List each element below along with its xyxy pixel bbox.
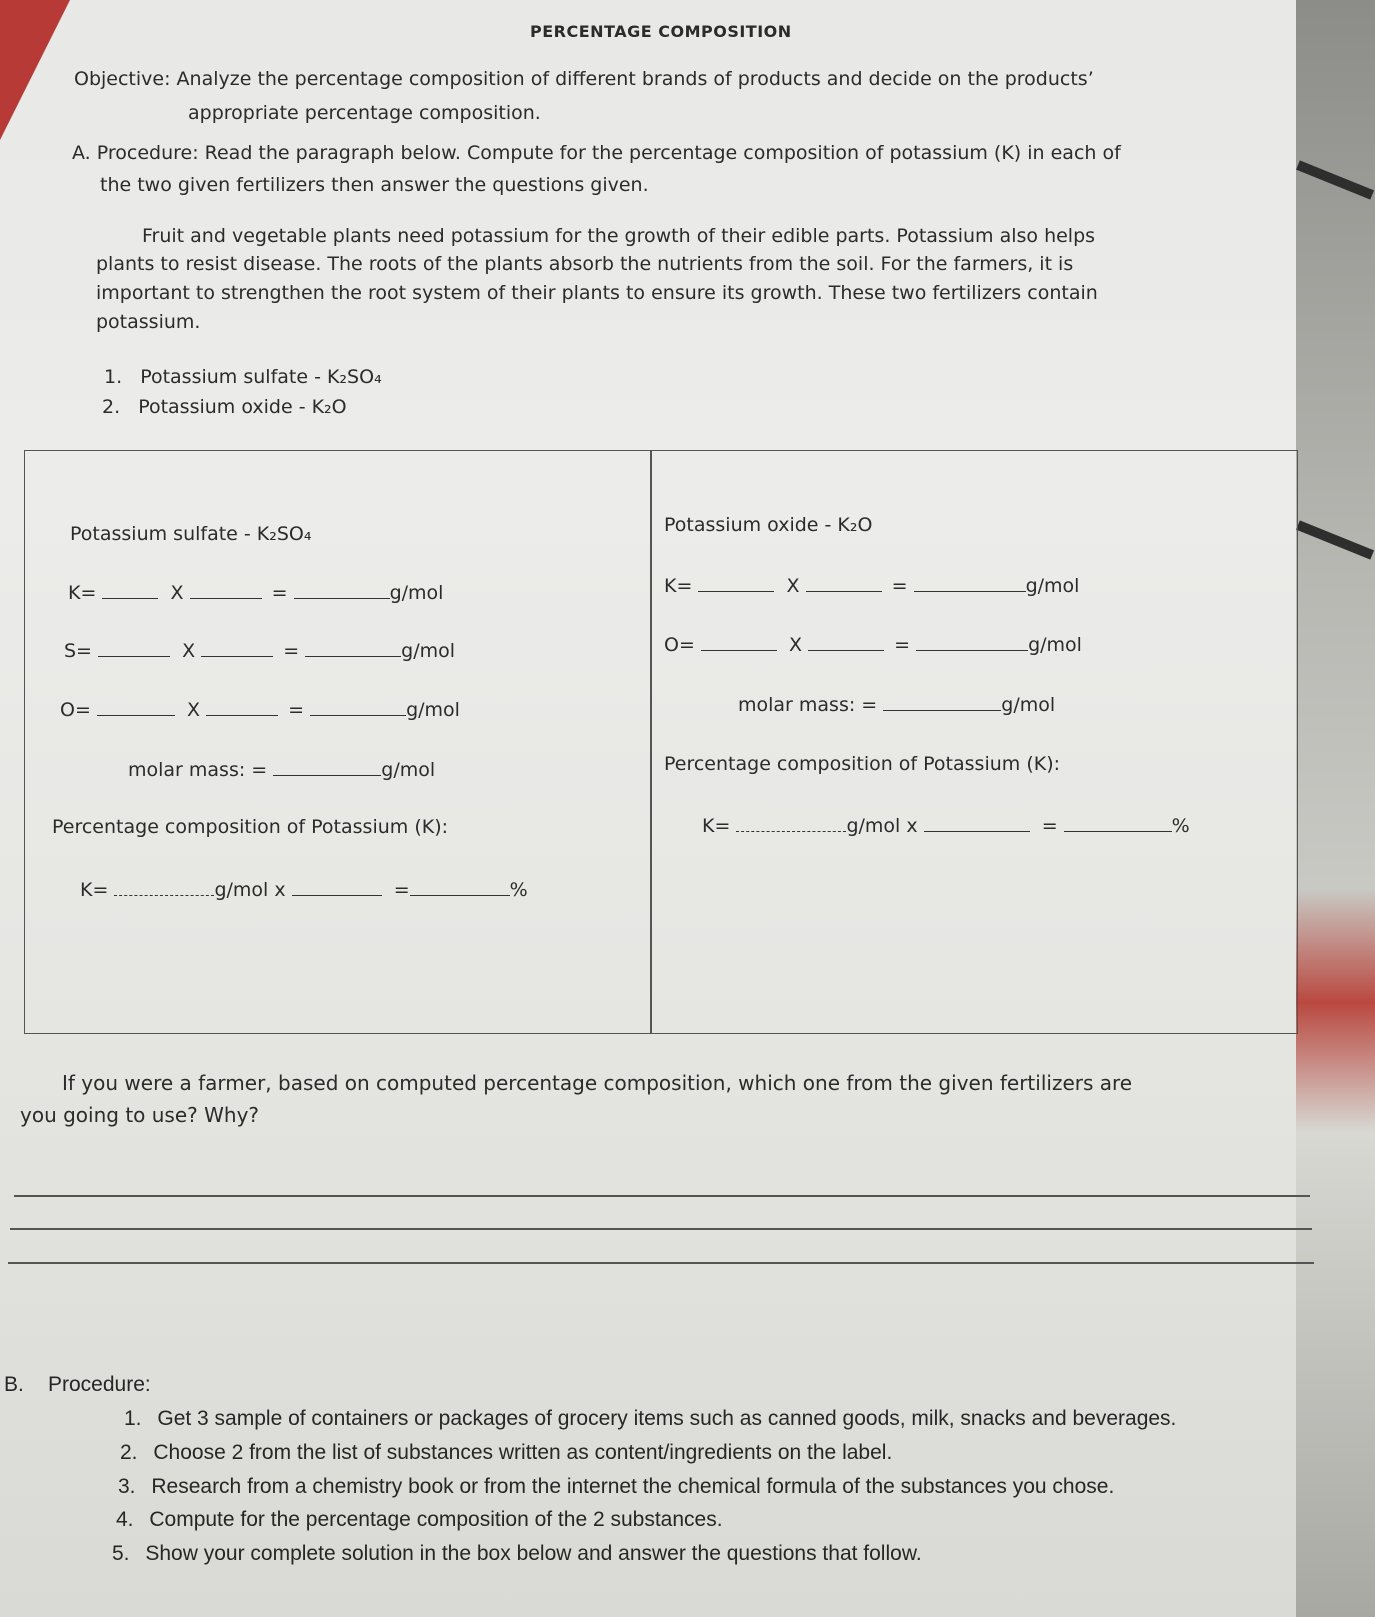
blank-field[interactable] bbox=[98, 638, 170, 657]
blank-field[interactable] bbox=[206, 697, 278, 716]
times-sign: X bbox=[186, 699, 200, 721]
answer-line[interactable] bbox=[8, 1262, 1314, 1264]
right-pct-label: Percentage composition of Potassium (K): bbox=[664, 753, 1061, 775]
right-molar-mass[interactable] bbox=[738, 692, 1055, 716]
procedure-step-1 bbox=[124, 1407, 1176, 1431]
left-row-o[interactable] bbox=[60, 697, 460, 721]
left-row-s[interactable] bbox=[64, 638, 455, 662]
answer-line[interactable] bbox=[10, 1228, 1312, 1230]
blank-field[interactable] bbox=[310, 697, 406, 716]
element-label: K= bbox=[68, 582, 97, 604]
blank-field[interactable] bbox=[1064, 813, 1172, 832]
blank-field[interactable] bbox=[273, 757, 381, 776]
equals-sign: = bbox=[283, 640, 300, 662]
left-box-heading: Potassium sulfate - K₂SO₄ bbox=[70, 523, 312, 545]
unit-label: g/mol x bbox=[214, 879, 286, 901]
step-number: 4. bbox=[116, 1508, 134, 1531]
step-number: 2. bbox=[120, 1441, 138, 1464]
objective-line-2: appropriate percentage composition. bbox=[188, 102, 541, 124]
unit-label: g/mol bbox=[1001, 694, 1056, 716]
element-label: K= bbox=[702, 815, 731, 837]
unit-label: g/mol bbox=[401, 640, 456, 662]
blank-field[interactable] bbox=[201, 638, 273, 657]
element-label: S= bbox=[64, 640, 92, 662]
answer-line[interactable] bbox=[14, 1195, 1310, 1197]
blank-field[interactable] bbox=[102, 580, 158, 599]
blank-field[interactable] bbox=[914, 573, 1026, 592]
section-a-line-1: A. Procedure: Read the paragraph below. Compute for the percentage composition of potassium (K) in each of bbox=[72, 142, 1121, 164]
unit-label: g/mol bbox=[389, 582, 444, 604]
section-b-label: B. bbox=[4, 1373, 24, 1396]
percent-sign: % bbox=[509, 879, 528, 901]
procedure-step-4 bbox=[116, 1508, 723, 1532]
blank-field[interactable] bbox=[698, 573, 774, 592]
times-sign: X bbox=[170, 582, 184, 604]
fertilizer-name: Potassium sulfate - K₂SO₄ bbox=[140, 366, 382, 388]
element-label: K= bbox=[664, 575, 693, 597]
list-number: 1. bbox=[104, 366, 123, 388]
right-row-o[interactable] bbox=[664, 632, 1082, 656]
step-text: Choose 2 from the list of substances written as content/ingredients on the label. bbox=[153, 1441, 893, 1464]
blank-field[interactable] bbox=[806, 573, 882, 592]
section-b-heading: Procedure: bbox=[48, 1373, 151, 1396]
step-number: 5. bbox=[112, 1542, 130, 1565]
times-sign: X bbox=[182, 640, 196, 662]
blank-field[interactable] bbox=[410, 877, 510, 896]
blank-field[interactable] bbox=[883, 692, 1001, 711]
list-number: 2. bbox=[102, 396, 121, 418]
equals-sign: = bbox=[393, 879, 410, 901]
procedure-step-2 bbox=[120, 1441, 892, 1465]
step-text: Compute for the percentage composition of the 2 substances. bbox=[149, 1508, 723, 1531]
step-number: 1. bbox=[124, 1407, 142, 1430]
procedure-step-5 bbox=[112, 1542, 922, 1566]
objective-line-1: Objective: Analyze the percentage composition of different brands of products and decide on the products’ bbox=[74, 68, 1094, 90]
backdrop-right bbox=[1285, 0, 1375, 1617]
molar-mass-label: molar mass: = bbox=[738, 694, 878, 716]
equals-sign: = bbox=[288, 699, 305, 721]
page-title: PERCENTAGE COMPOSITION bbox=[530, 22, 792, 41]
right-box-heading: Potassium oxide - K₂O bbox=[664, 514, 873, 536]
blank-field[interactable] bbox=[924, 813, 1030, 832]
paragraph-line-3: important to strengthen the root system of their plants to ensure its growth. These two fertilizers contain bbox=[96, 282, 1098, 304]
unit-label: g/mol bbox=[1028, 634, 1082, 656]
equals-sign: = bbox=[271, 582, 288, 604]
equals-sign: = bbox=[894, 634, 911, 656]
unit-label: g/mol x bbox=[846, 815, 918, 837]
element-label: O= bbox=[60, 699, 91, 721]
paragraph-line-1: Fruit and vegetable plants need potassium for the growth of their edible parts. Potassium also helps bbox=[142, 225, 1096, 247]
element-label: K= bbox=[80, 879, 109, 901]
unit-label: g/mol bbox=[1025, 575, 1080, 597]
step-text: Research from a chemistry book or from the internet the chemical formula of the substances you chose. bbox=[151, 1475, 1115, 1498]
blank-field[interactable] bbox=[305, 638, 401, 657]
blank-field[interactable] bbox=[294, 580, 390, 599]
times-sign: X bbox=[786, 575, 800, 597]
dashed-blank[interactable] bbox=[114, 883, 214, 896]
left-row-k[interactable] bbox=[68, 580, 443, 604]
right-row-k[interactable] bbox=[664, 573, 1079, 597]
paragraph-line-4: potassium. bbox=[96, 311, 201, 333]
percent-sign: % bbox=[1171, 815, 1190, 837]
left-molar-mass[interactable] bbox=[128, 757, 435, 781]
dashed-blank[interactable] bbox=[736, 819, 846, 832]
blank-field[interactable] bbox=[292, 877, 382, 896]
equals-sign: = bbox=[1041, 815, 1058, 837]
unit-label: g/mol bbox=[381, 759, 436, 781]
left-pct-formula[interactable] bbox=[80, 877, 528, 901]
paragraph-line-2: plants to resist disease. The roots of the plants absorb the nutrients from the soil. For the farmers, it is bbox=[96, 253, 1074, 275]
fertilizer-item-1 bbox=[104, 366, 382, 388]
procedure-step-3 bbox=[118, 1475, 1114, 1499]
unit-label: g/mol bbox=[406, 699, 460, 721]
question-line-2: you going to use? Why? bbox=[20, 1103, 260, 1127]
times-sign: X bbox=[788, 634, 802, 656]
fertilizer-item-2 bbox=[102, 396, 347, 418]
section-a-line-2: the two given fertilizers then answer the questions given. bbox=[100, 174, 649, 196]
step-number: 3. bbox=[118, 1475, 136, 1498]
step-text: Show your complete solution in the box below and answer the questions that follow. bbox=[145, 1542, 922, 1565]
blank-field[interactable] bbox=[701, 632, 777, 651]
step-text: Get 3 sample of containers or packages of grocery items such as canned goods, milk, snacks and beverages. bbox=[157, 1407, 1177, 1430]
question-line-1: If you were a farmer, based on computed percentage composition, which one from the given fertilizers are bbox=[62, 1071, 1133, 1095]
blank-field[interactable] bbox=[916, 632, 1028, 651]
blank-field[interactable] bbox=[190, 580, 262, 599]
molar-mass-label: molar mass: = bbox=[128, 759, 268, 781]
element-label: O= bbox=[664, 634, 695, 656]
blank-field[interactable] bbox=[808, 632, 884, 651]
right-pct-formula[interactable] bbox=[702, 813, 1190, 837]
equals-sign: = bbox=[891, 575, 908, 597]
blank-field[interactable] bbox=[97, 697, 175, 716]
fertilizer-name: Potassium oxide - K₂O bbox=[138, 396, 347, 418]
table-divider bbox=[650, 450, 652, 1034]
left-pct-label: Percentage composition of Potassium (K): bbox=[52, 816, 449, 838]
